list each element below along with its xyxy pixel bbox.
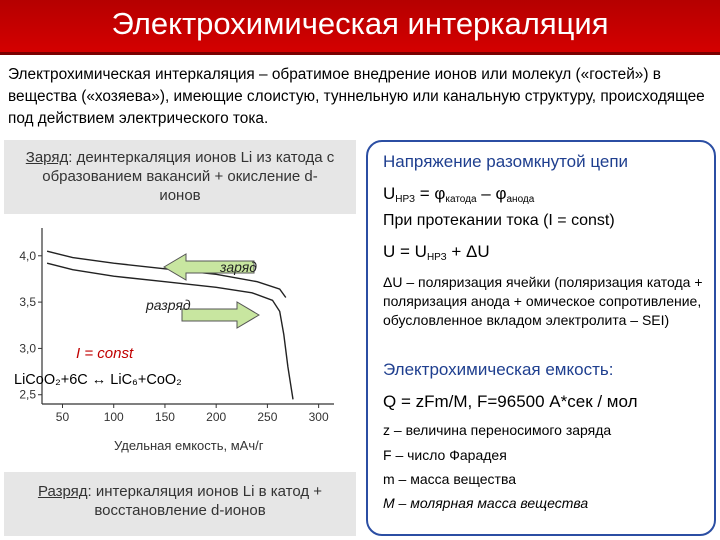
charge-word: Заряд xyxy=(25,149,69,166)
y-tick-label: 2,5 xyxy=(19,387,36,402)
ocv-u: U xyxy=(383,184,396,203)
title-bar xyxy=(0,0,720,52)
x-axis-label: Удельная емкость, мАч/г xyxy=(114,438,264,453)
capacity-formula: Q = zFm/M, F=96500 А*сек / мол xyxy=(383,392,638,411)
x-tick-label: 50 xyxy=(55,410,70,424)
y-tick-label: 3,5 xyxy=(19,295,36,310)
ocv-equation xyxy=(383,184,534,205)
ocv-sub: НРЗ xyxy=(395,194,415,205)
x-tick-label: 100 xyxy=(103,410,124,424)
discharge-description: : интеркаляция ионов Li в катод + восстановление d-ионов xyxy=(87,483,323,519)
x-tick-label: 300 xyxy=(308,410,329,424)
u-eq-a: U = U xyxy=(383,242,427,261)
molar-mass-description: M – молярная масса вещества xyxy=(383,495,589,511)
x-tick-label: 150 xyxy=(154,410,175,424)
title-divider xyxy=(0,52,720,55)
y-tick-label: 3,0 xyxy=(19,341,36,356)
ocv-sub-anode: анода xyxy=(506,194,535,205)
series-label-discharge: разряд xyxy=(146,297,191,313)
discharge-word: Разряд xyxy=(37,483,88,500)
series-label-charge: заряд xyxy=(220,259,257,275)
chart-panel xyxy=(4,214,356,472)
x-tick-label: 200 xyxy=(206,410,227,424)
f-description: F – число Фарадея xyxy=(383,447,507,463)
y-tick-label: 4,0 xyxy=(19,248,36,263)
u-eq-b: + ΔU xyxy=(446,242,490,261)
page-title: Электрохимическая интеркаляция xyxy=(111,6,609,41)
u-eq-sub: НРЗ xyxy=(426,252,447,263)
voltage-capacity-chart xyxy=(4,214,356,472)
discharge-arrow xyxy=(182,302,259,328)
discharge-caption xyxy=(22,482,338,520)
ocv-sub-cathode: катода xyxy=(445,194,477,205)
ocv-eq: = φ xyxy=(415,184,446,203)
x-tick-label: 250 xyxy=(257,410,278,424)
current-annotation: I = const xyxy=(76,345,134,362)
reaction-formula: LiCoO₂+6C ↔ LiC₆+CoO₂ xyxy=(14,372,182,388)
intro-paragraph: Электрохимическая интеркаляция – обратимое внедрение ионов или молекул («гостей») в вещества («хозяева»), имеющие слоистую, туннельную или канальную структуру, происходящее под действием электрического тока. xyxy=(8,66,705,127)
z-description: z – величина переносимого заряда xyxy=(383,422,612,438)
du-description: ΔU – поляризация ячейки (поляризация катода + поляризация анода + омическое сопротивление, обусловленное вкладом электролита – SEI) xyxy=(383,274,703,328)
m-description: m – масса вещества xyxy=(383,471,517,487)
u-equation xyxy=(383,242,490,263)
ocv-title: Напряжение разомкнутой цепи xyxy=(383,152,629,171)
current-line: При протекании тока (I = const) xyxy=(383,212,615,229)
capacity-title: Электрохимическая емкость: xyxy=(383,360,614,379)
charge-caption xyxy=(22,148,338,205)
ocv-minus: – φ xyxy=(476,184,507,203)
charge-description: : деинтеркаляция ионов Li из катода с образованием вакансий + окисление d-ионов xyxy=(42,149,335,204)
